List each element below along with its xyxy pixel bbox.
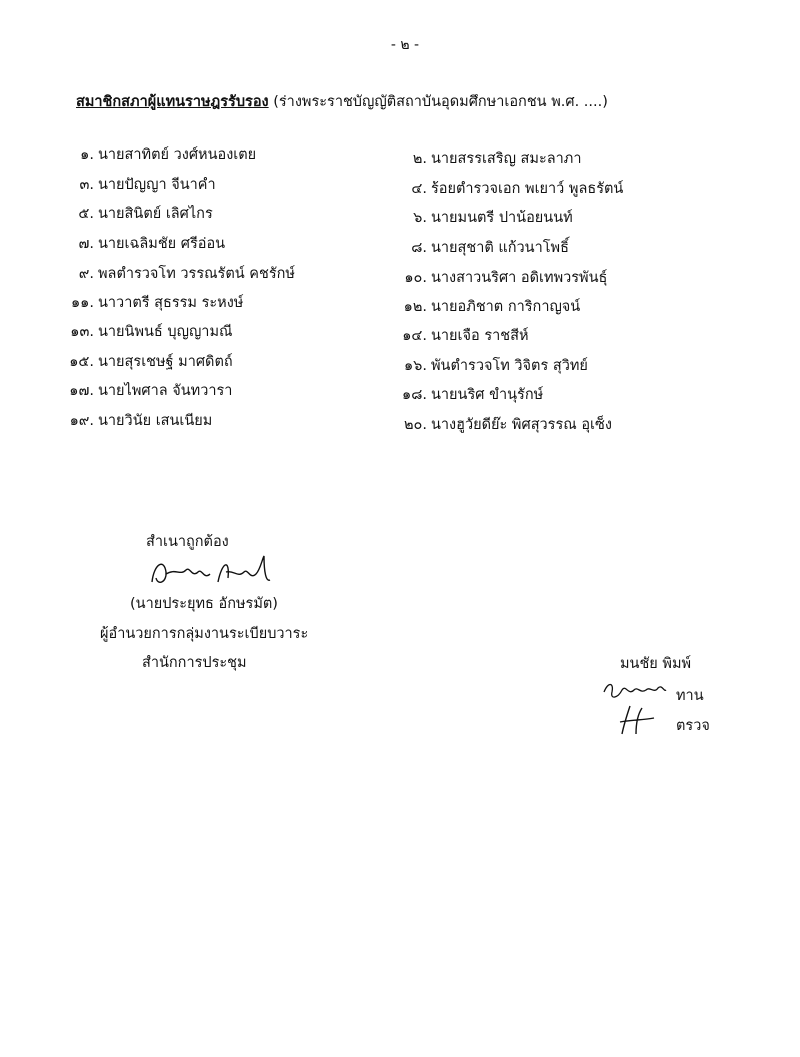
list-item: [42, 234, 225, 254]
member-name: นางสาวนริศา อดิเทพวรพันธุ์: [431, 270, 608, 286]
certifier-office: สำนักการประชุม: [142, 655, 247, 671]
item-number: ๓.: [79, 177, 94, 193]
heading-subtitle: (ร่างพระราชบัญญัติสถาบันอุดมศึกษาเอกชน พ.ศ. ....): [273, 94, 608, 110]
certifier-name: (นายประยุทธ อักษรมัต): [130, 596, 278, 612]
list-item: [375, 268, 607, 288]
list-item: [375, 297, 580, 317]
list-item: [375, 179, 623, 199]
list-item: [375, 149, 581, 169]
signature-image: [146, 552, 276, 592]
member-name: นายสินิตย์ เลิศไกร: [98, 206, 213, 222]
item-number: ๑๐.: [404, 270, 427, 286]
item-number: ๑๓.: [70, 324, 94, 340]
item-number: ๑๔.: [402, 328, 427, 344]
item-number: ๕.: [78, 206, 94, 222]
item-number: ๑.: [80, 147, 94, 163]
member-name: นายอภิชาต การิกาญจน์: [431, 299, 581, 315]
item-number: ๒๐.: [403, 417, 427, 433]
item-number: ๑๙.: [69, 413, 94, 429]
item-number: ๑๘.: [402, 387, 427, 403]
list-item: [42, 204, 213, 224]
checked-label: ตรวจ: [676, 718, 710, 734]
proofreader-signature: [600, 678, 670, 702]
item-number: ๔.: [411, 181, 427, 197]
item-number: ๒.: [412, 151, 427, 167]
heading: [76, 90, 608, 113]
list-item: [375, 326, 529, 346]
list-item: [375, 356, 588, 376]
member-name: นายเจือ ราชสีห์: [431, 328, 529, 344]
item-number: ๗.: [78, 236, 94, 252]
member-name: นายนริศ ขำนุรักษ์: [431, 387, 544, 403]
member-name: นาวาตรี สุธรรม ระหงษ์: [98, 295, 244, 311]
list-item: [42, 352, 233, 372]
proofread-label: ทาน: [676, 688, 704, 704]
member-name: นายเฉลิมชัย ศรีอ่อน: [98, 236, 226, 252]
list-item: [42, 293, 243, 313]
list-item: [375, 415, 612, 435]
list-item: [42, 175, 216, 195]
list-item: [42, 411, 212, 431]
typed-by: มนชัย พิมพ์: [620, 656, 692, 672]
list-item: [42, 264, 295, 284]
member-name: นางฮูวัยดีย๊ะ พิศสุวรรณ อุเซ็ง: [431, 417, 612, 433]
item-number: ๑๑.: [70, 295, 94, 311]
member-name: นายไพศาล จันทวารา: [98, 383, 233, 399]
item-number: ๙.: [78, 266, 94, 282]
member-name: นายสุชาติ แก้วนาโพธิ์: [431, 240, 569, 256]
list-item: [375, 208, 573, 228]
checker-signature: [614, 704, 658, 738]
typist-block: [600, 652, 760, 762]
list-item: [375, 238, 569, 258]
list-item: [42, 145, 256, 165]
item-number: ๑๗.: [69, 383, 94, 399]
page-number: - ๒ -: [390, 37, 420, 53]
item-number: ๘.: [411, 240, 427, 256]
member-name: นายปัญญา จีนาคำ: [98, 177, 216, 193]
certified-copy-label: สำเนาถูกต้อง: [146, 534, 229, 550]
list-item: [375, 385, 543, 405]
member-name: นายสรรเสริญ สมะลาภา: [431, 151, 582, 167]
member-name: นายสาทิตย์ วงศ์หนองเตย: [98, 147, 257, 163]
item-number: ๖.: [413, 210, 427, 226]
item-number: ๑๕.: [69, 354, 94, 370]
member-name: ร้อยตำรวจเอก พเยาว์ พูลธรัตน์: [431, 181, 624, 197]
list-item: [42, 322, 232, 342]
list-item: [42, 381, 232, 401]
heading-title: สมาชิกสภาผู้แทนราษฎรรับรอง: [76, 94, 269, 110]
member-name: นายวินัย เสนเนียม: [98, 413, 213, 429]
member-list: [0, 145, 800, 445]
member-name: นายนิพนธ์ บุญญามณี: [98, 324, 233, 340]
certifier-position: ผู้อำนวยการกลุ่มงานระเบียบวาระ: [100, 626, 309, 642]
member-name: พันตำรวจโท วิจิตร สุวิทย์: [431, 358, 588, 374]
item-number: ๑๒.: [403, 299, 427, 315]
item-number: ๑๖.: [403, 358, 427, 374]
member-name: นายมนตรี ปาน้อยนนท์: [431, 210, 573, 226]
member-name: นายสุรเชษฐ์ มาศดิตถ์: [98, 354, 233, 370]
member-name: พลตำรวจโท วรรณรัตน์ คชรักษ์: [98, 266, 295, 282]
